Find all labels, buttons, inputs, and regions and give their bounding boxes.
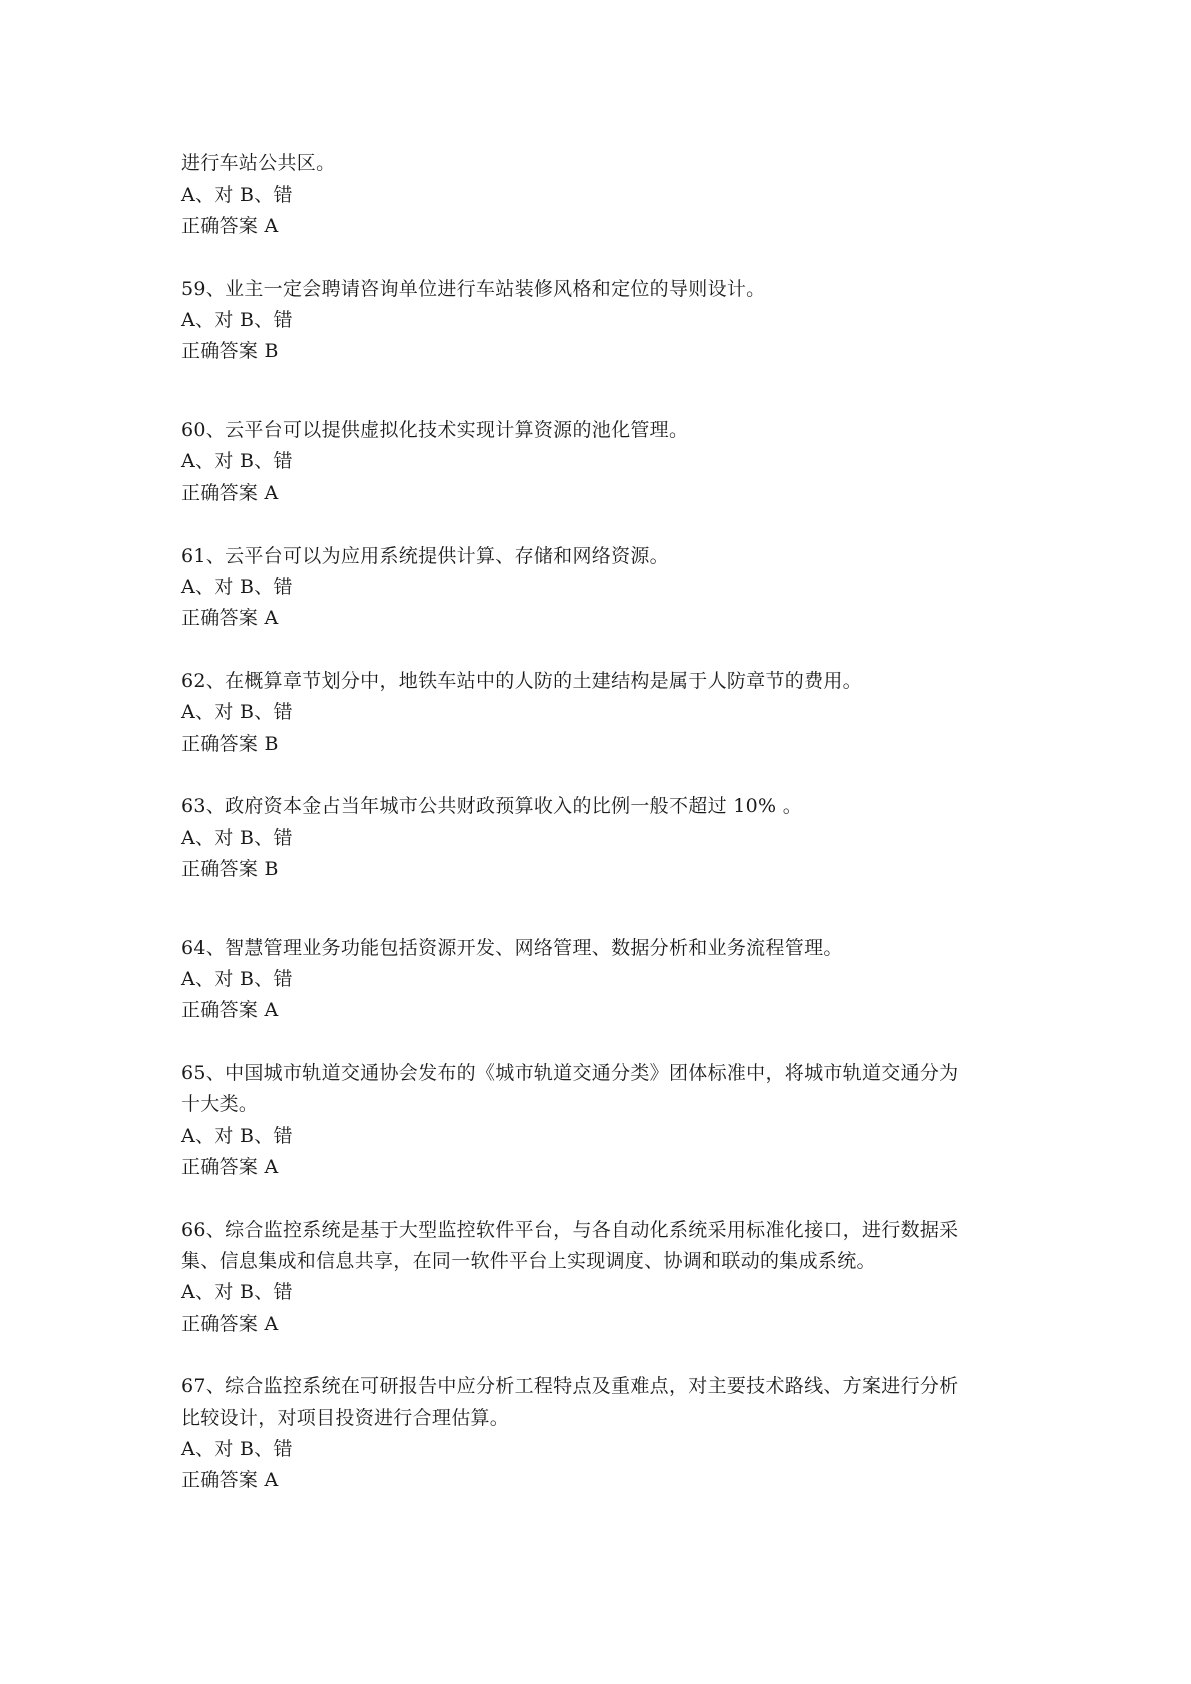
question-text-line: 比较设计，对项目投资进行合理估算。 — [181, 1407, 510, 1429]
question-text-line: 65、中国城市轨道交通协会发布的《城市轨道交通分类》团体标准中，将城市轨道交通分为 — [181, 1062, 959, 1084]
correct-answer: 正确答案 A — [181, 215, 279, 237]
question-text-line: 63、政府资本金占当年城市公共财政预算收入的比例一般不超过 10% 。 — [181, 795, 802, 817]
question-text-line: 61、云平台可以为应用系统提供计算、存储和网络资源。 — [181, 545, 669, 567]
correct-answer: 正确答案 A — [181, 999, 279, 1021]
correct-answer: 正确答案 B — [181, 858, 279, 880]
question-text-line: 66、综合监控系统是基于大型监控软件平台，与各自动化系统采用标准化接口，进行数据采 — [181, 1219, 959, 1241]
answer-options: A、对 B、错 — [181, 1281, 293, 1303]
correct-answer: 正确答案 A — [181, 607, 279, 629]
question-text-line: 十大类。 — [181, 1093, 259, 1115]
correct-answer: 正确答案 A — [181, 1156, 279, 1178]
correct-answer: 正确答案 A — [181, 1313, 279, 1335]
correct-answer: 正确答案 A — [181, 482, 279, 504]
answer-options: A、对 B、错 — [181, 184, 293, 206]
answer-options: A、对 B、错 — [181, 827, 293, 849]
answer-options: A、对 B、错 — [181, 1438, 293, 1460]
question-text-line: 67、综合监控系统在可研报告中应分析工程特点及重难点，对主要技术路线、方案进行分析 — [181, 1375, 959, 1397]
correct-answer: 正确答案 A — [181, 1469, 279, 1491]
answer-options: A、对 B、错 — [181, 1125, 293, 1147]
answer-options: A、对 B、错 — [181, 968, 293, 990]
question-text-line: 集、信息集成和信息共享，在同一软件平台上实现调度、协调和联动的集成系统。 — [181, 1250, 876, 1272]
question-text-line: 59、业主一定会聘请咨询单位进行车站装修风格和定位的导则设计。 — [181, 278, 766, 300]
question-text-line: 62、在概算章节划分中，地铁车站中的人防的土建结构是属于人防章节的费用。 — [181, 670, 862, 692]
question-text-line: 进行车站公共区。 — [181, 152, 336, 174]
correct-answer: 正确答案 B — [181, 340, 279, 362]
correct-answer: 正确答案 B — [181, 733, 279, 755]
answer-options: A、对 B、错 — [181, 701, 293, 723]
answer-options: A、对 B、错 — [181, 309, 293, 331]
answer-options: A、对 B、错 — [181, 450, 293, 472]
answer-options: A、对 B、错 — [181, 576, 293, 598]
question-text-line: 64、智慧管理业务功能包括资源开发、网络管理、数据分析和业务流程管理。 — [181, 937, 843, 959]
question-text-line: 60、云平台可以提供虚拟化技术实现计算资源的池化管理。 — [181, 419, 689, 441]
